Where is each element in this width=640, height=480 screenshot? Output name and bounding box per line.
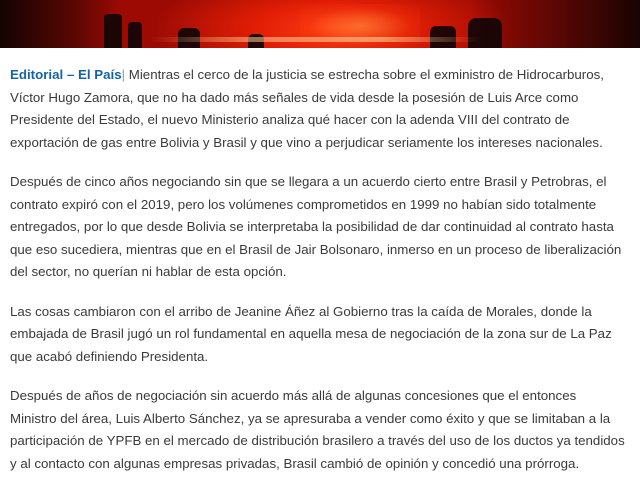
hero-shadow-left — [0, 0, 120, 48]
hero-highlight-band — [150, 37, 480, 42]
byline-separator: | — [121, 67, 126, 82]
paragraph-text: Mientras el cerco de la justicia se estrecha sobre el exministro de Hidrocarburos, Víctor Hugo Zamora, que no ha dado más señales de vida desde la posesión de Luis Arce como Presidente del Estado, el nuevo Ministerio analiza qué hacer con la adenda VIII del contrato de exportación de gas entre Bolivia y Brasil y que vino a perjudicar seriamente los intereses nacionales. — [10, 67, 604, 150]
hero-silhouette — [468, 18, 502, 48]
hero-silhouette — [104, 14, 122, 48]
article-body — [0, 48, 640, 475]
hero-image — [0, 0, 640, 48]
paragraph-lead — [10, 64, 626, 154]
byline: Editorial – El País — [10, 67, 122, 82]
paragraph: Las cosas cambiaron con el arribo de Jeanine Áñez al Gobierno tras la caída de Morales, donde la embajada de Brasil jugó un rol fundamental en aquella mesa de negociación de la zona sur de La Paz que acabó definiendo Presidenta. — [10, 303, 612, 364]
paragraph: Después de cinco años negociando sin que se llegara a un acuerdo cierto entre Brasil y Petrobras, el contrato expiró con el 2019, pero los volúmenes comprometidos en 1999 no habían sido totalmente entregados, por lo que desde Bolivia se interpretaba la posibilidad de dar continuidad al contrato hasta que eso sucediera, mientras que en el Brasil de Jair Bolsonaro, inmerso en un proceso de liberalización del sector, no querían ni hablar de esta opción. — [10, 174, 622, 279]
paragraph: Después de años de negociación sin acuerdo más allá de algunas concesiones que el entonces Ministro del área, Luis Alberto Sánchez, ya se apresuraba a vender como éxito y que se limitaban a la participación de YPFB en el mercado de distribución brasilero a través del uso de los ductos ya tendidos y al contacto con algunas empresas privadas, Brasil cambió de opinión y concedió una prórroga. — [10, 388, 625, 471]
hero-silhouette — [128, 22, 142, 48]
